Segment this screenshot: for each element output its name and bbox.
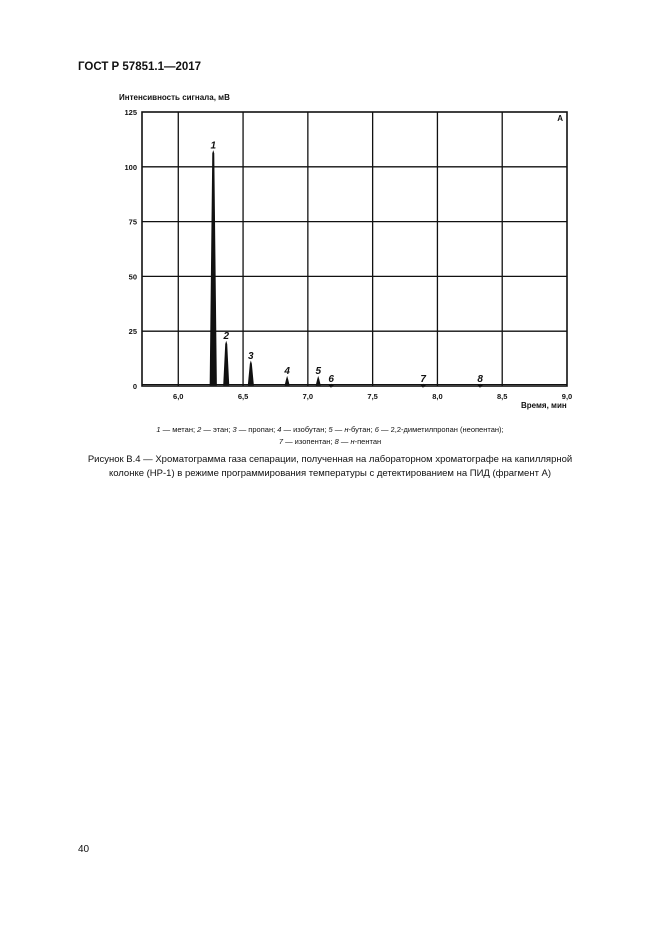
legend-text: — 2,2-диметилпропан (неопентан); [378, 425, 504, 434]
legend-number: 7 [278, 437, 284, 446]
legend-text: — метан; [160, 425, 198, 434]
peak-label-5: 5 [315, 366, 322, 378]
legend-text: — [332, 425, 345, 434]
plot-frame [142, 112, 567, 386]
legend-number: 6 [374, 425, 379, 434]
legend-text: — [338, 437, 351, 446]
x-tick-label: 6,0 [173, 392, 184, 401]
peak-label-3: 3 [248, 350, 254, 362]
legend-text: -бутан; [348, 425, 375, 434]
x-axis-label: Время, мин [521, 401, 567, 410]
peak-2 [224, 342, 229, 385]
y-tick-label: 50 [128, 272, 137, 282]
legend-number: 1 [156, 425, 161, 434]
peak-3 [248, 362, 253, 385]
peak-label-2: 2 [223, 331, 230, 343]
peak-label-7: 7 [420, 373, 426, 385]
peak-5 [316, 377, 320, 385]
y-axis-label: Интенсивность сигнала, мВ [119, 93, 230, 102]
x-tick-label: 6,5 [237, 392, 249, 401]
legend-line-2 [90, 436, 570, 448]
peak-label-4: 4 [284, 366, 290, 378]
legend-text: — изопентан; [283, 437, 335, 446]
peak-label-8: 8 [477, 373, 483, 385]
legend-number: 4 [277, 425, 282, 434]
x-tick-label: 8,0 [432, 392, 443, 401]
legend-text: — этан; [201, 425, 233, 434]
document-header: ГОСТ Р 57851.1—2017 [78, 61, 202, 73]
y-tick-label: 25 [128, 327, 137, 337]
figure-caption: Рисунок В.4 — Хроматограмма газа сепарации, полученная на лабораторном хроматографе на капиллярной колонке (HP-1) в режиме программирования температуры с детектированием на ПИД (фрагмент А) [87, 454, 573, 479]
x-tick-label: 8,5 [496, 392, 508, 401]
figure-legend [90, 424, 570, 448]
y-tick-label: 125 [124, 108, 137, 117]
x-tick-label: 9,0 [561, 392, 573, 401]
legend-text: — пропан; [236, 425, 278, 434]
x-tick-label: 7,0 [302, 392, 314, 401]
legend-text: — изобутан; [281, 425, 329, 434]
y-tick-label: 0 [132, 382, 137, 391]
y-tick-label: 75 [128, 217, 137, 227]
legend-line-1 [90, 424, 570, 436]
x-tick-label: 7,5 [367, 392, 378, 401]
peak-4 [285, 377, 289, 385]
legend-number: 5 [328, 425, 333, 434]
chromatogram-chart [0, 0, 661, 420]
corner-label: A [557, 114, 563, 123]
peak-1 [210, 151, 216, 385]
legend-number: н [350, 437, 355, 446]
legend-number: 3 [232, 425, 237, 434]
legend-number: 2 [197, 425, 202, 434]
legend-number: 8 [334, 437, 339, 446]
page-number: 40 [78, 844, 90, 855]
peak-label-6: 6 [328, 373, 334, 385]
legend-number: н [344, 425, 349, 434]
peak-label-1: 1 [210, 140, 217, 152]
y-tick-label: 100 [124, 162, 137, 172]
legend-text: -пентан [354, 437, 382, 446]
